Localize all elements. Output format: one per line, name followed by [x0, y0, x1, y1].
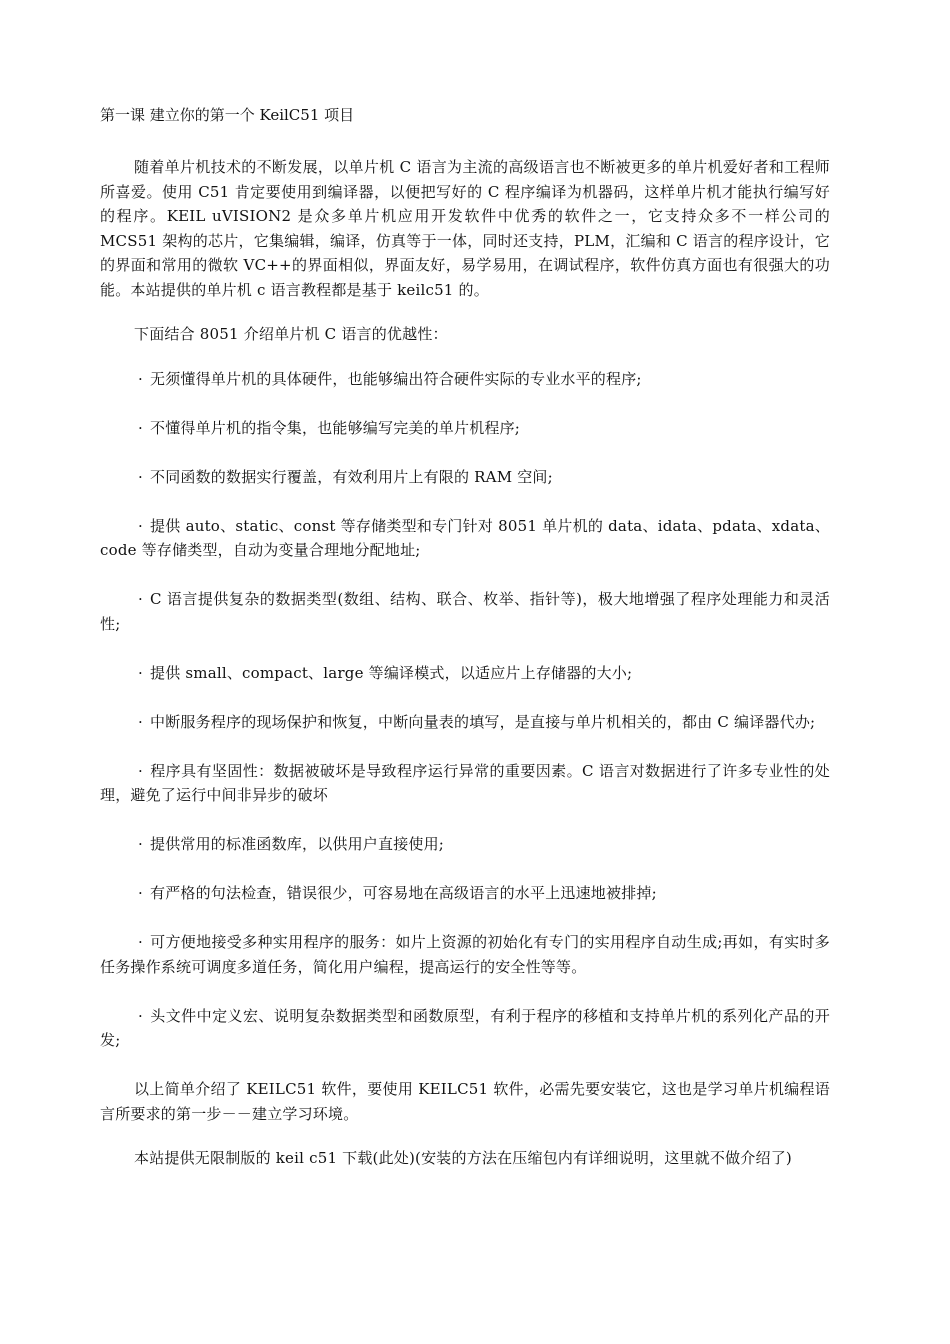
bullet-dot: · [138, 663, 143, 682]
bullet-dot: · [138, 467, 143, 486]
bullet-dot: · [138, 761, 143, 780]
document-page [100, 103, 830, 1191]
bullet-dot: · [138, 835, 143, 853]
bullet-list [100, 367, 830, 1053]
list-item: · 头文件中定义宏、说明复杂数据类型和函数原型，有利于程序的移植和支持单片机的系列化产品的开发; [100, 1004, 830, 1053]
bullet-dot: · [138, 933, 143, 951]
list-item: · 不同函数的数据实行覆盖，有效利用片上有限的 RAM 空间; [100, 465, 830, 490]
list-item: · 不懂得单片机的指令集，也能够编写完美的单片机程序; [100, 416, 830, 441]
bullet-dot: · [138, 418, 143, 437]
bullet-dot: · [138, 516, 143, 535]
bullet-dot: · [138, 1006, 143, 1025]
document-title: 第一课 建立你的第一个 KeilC51 项目 [100, 106, 355, 124]
bullet-dot: · [138, 590, 143, 608]
list-item: · 可方便地接受多种实用程序的服务：如片上资源的初始化有专门的实用程序自动生成;再如，有实时多任务操作系统可调度多道任务，简化用户编程，提高运行的安全性等等。 [100, 930, 830, 979]
intro-paragraph: 随着单片机技术的不断发展，以单片机 C 语言为主流的高级语言也不断被更多的单片机爱好者和工程师所喜爱。使用 C51 肯定要使用到编译器，以便把写好的 C 程序编译为机器码，这样单片机才能执行编写好的程序。KEIL uVISION2 是众多单片机应用开发软件中优秀的软件之一，它支持众多不一样公司的 MCS51 架构的芯片，它集编辑，编译，仿真等于一体，同时还支持，PLM，汇编和 C 语言的程序设计，它的界面和常用的微软 VC++的界面相似，界面友好，易学易用，在调试程序，软件仿真方面也有很强大的功能。本站提供的单片机 c 语言教程都是基于 keilc51 的。 [100, 158, 830, 299]
list-item: · 提供常用的标准函数库，以供用户直接使用; [100, 832, 830, 857]
list-item: · 提供 auto、static、const 等存储类型和专门针对 8051 单片机的 data、idata、pdata、xdata、code 等存储类型，自动为变量合理地分配地址; [100, 514, 830, 563]
list-item: · 有严格的句法检查，错误很少，可容易地在高级语言的水平上迅速地被排掉; [100, 881, 830, 906]
list-item: · 提供 small、compact、large 等编译模式，以适应片上存储器的大小; [100, 661, 830, 686]
download-paragraph: 本站提供无限制版的 keil c51 下载(此处)(安装的方法在压缩包内有详细说明，这里就不做介绍了) [134, 1149, 792, 1167]
bullet-dot: · [138, 884, 143, 902]
list-item: · 中断服务程序的现场保护和恢复，中断向量表的填写，是直接与单片机相关的，都由 C 编译器代办; [100, 710, 830, 735]
bullet-dot: · [138, 369, 143, 388]
summary-paragraph: 以上简单介绍了 KEILC51 软件，要使用 KEILC51 软件，必需先要安装它，这也是学习单片机编程语言所要求的第一步－－建立学习环境。 [100, 1080, 830, 1123]
list-item: · 程序具有坚固性：数据被破坏是导致程序运行异常的重要因素。C 语言对数据进行了许多专业性的处理，避免了运行中间非异步的破坏 [100, 759, 830, 808]
list-item: · 无须懂得单片机的具体硬件，也能够编出符合硬件实际的专业水平的程序; [100, 367, 830, 392]
lead-paragraph: 下面结合 8051 介绍单片机 C 语言的优越性： [134, 325, 448, 343]
list-item: · C 语言提供复杂的数据类型(数组、结构、联合、枚举、指针等)，极大地增强了程序处理能力和灵活性; [100, 587, 830, 636]
bullet-dot: · [138, 712, 143, 731]
